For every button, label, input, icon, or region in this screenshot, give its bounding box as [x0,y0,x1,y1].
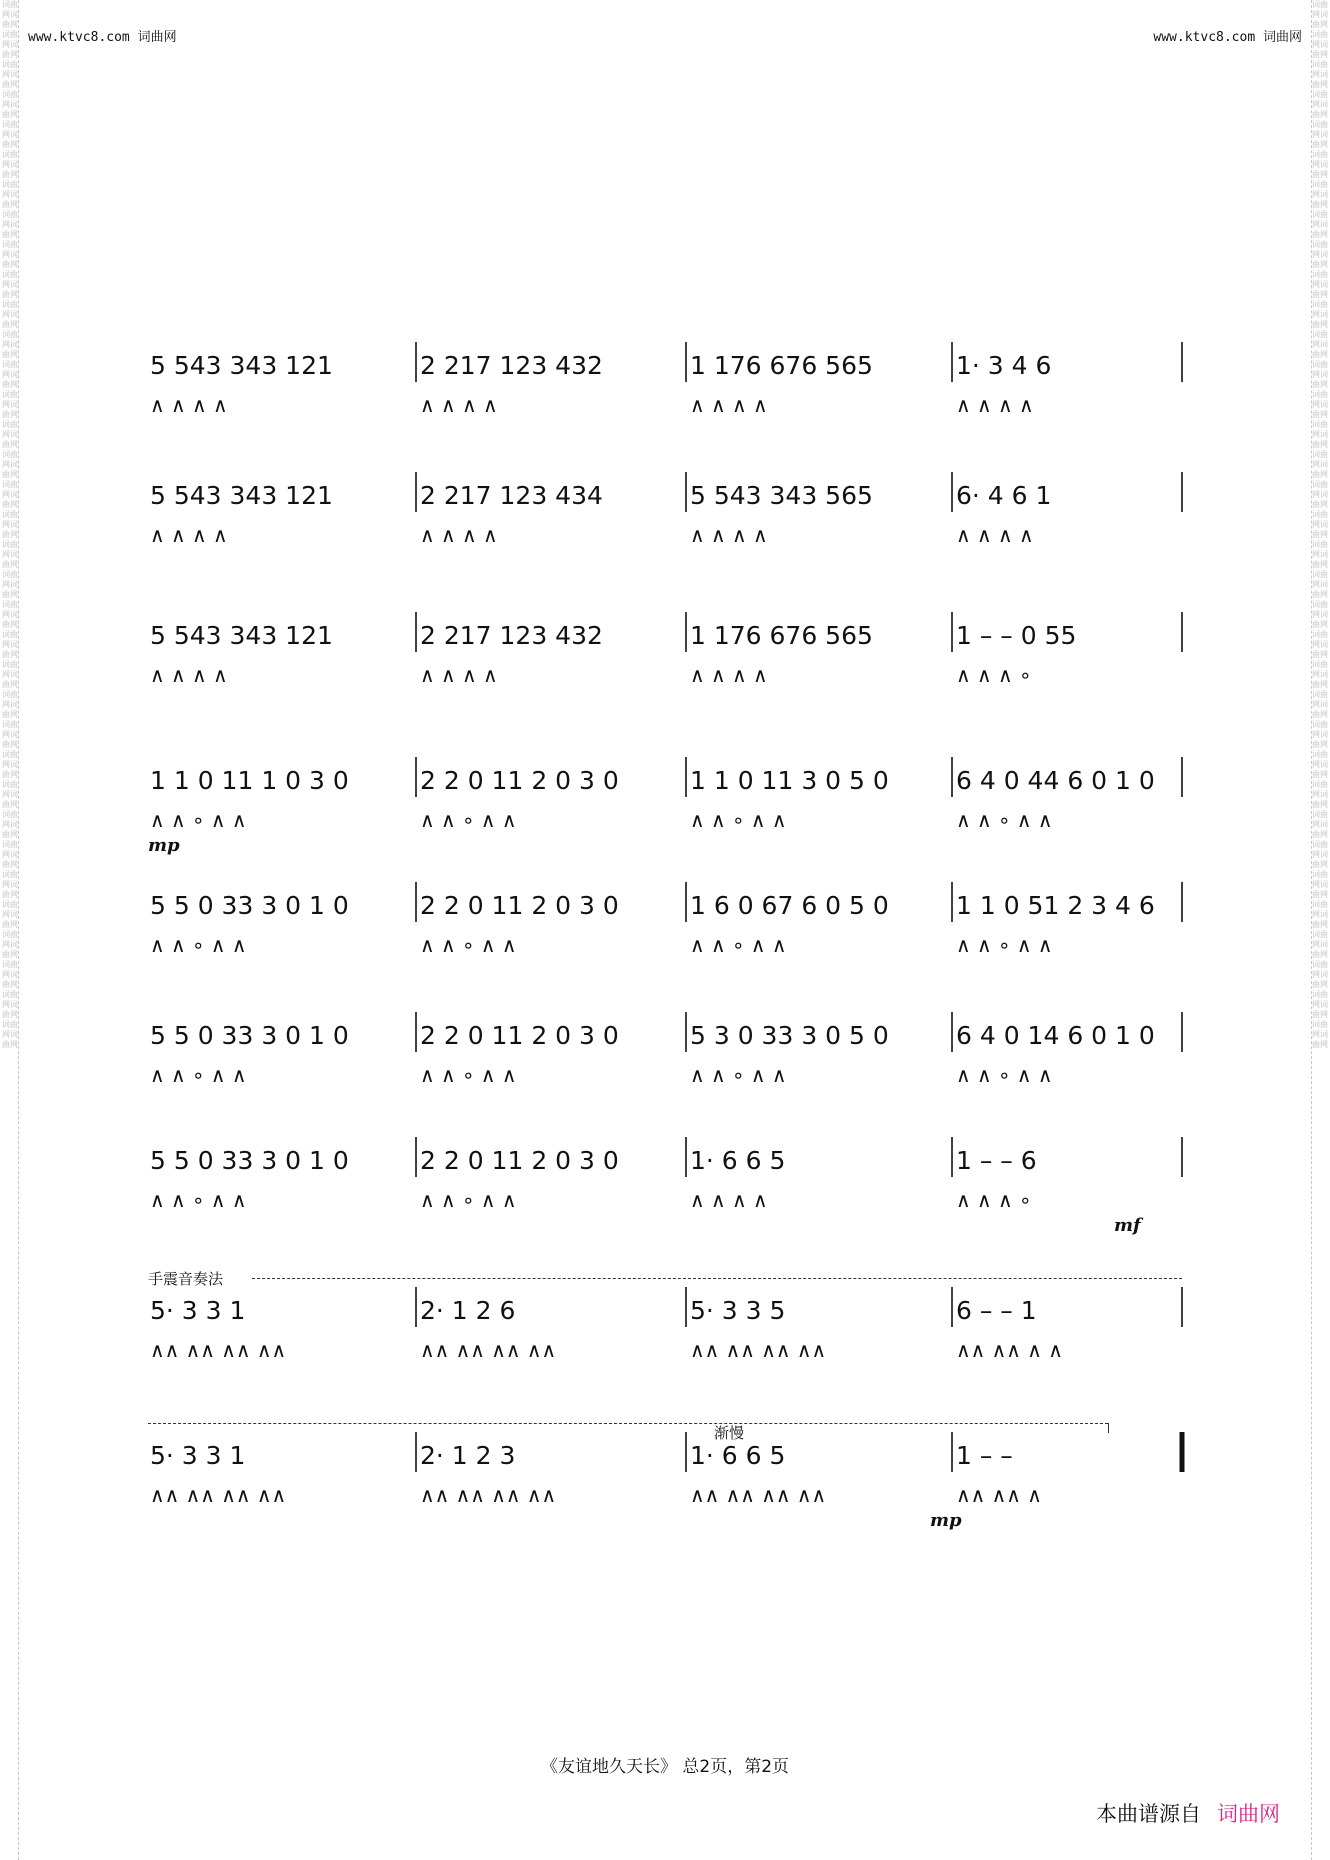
measure-notes: 5 5 0 33 3 0 1 0 [150,1146,349,1175]
measure-notes: 1· 3 4 6 [956,351,1052,380]
stroke-marks: ∧ ∧ ∧ ∧ [150,663,228,687]
tremolo-extension-line [252,1278,1182,1279]
measure-notes: 5 543 343 121 [150,351,333,380]
tremolo-extension-line-continued [148,1423,1108,1424]
measure-notes: 1 – – [956,1441,1013,1470]
measure-notes: 2 217 123 434 [420,481,603,510]
stroke-marks: ∧∧ ∧∧ ∧∧ ∧∧ [420,1338,557,1362]
measure-notes: 2 217 123 432 [420,351,603,380]
stroke-marks: ∧ ∧ ∧ ∧ [420,663,498,687]
score-system [148,1285,1184,1395]
stroke-marks: ∧ ∧ ∧ ∧ [420,523,498,547]
stroke-marks: ∧∧ ∧∧ ∧∧ ∧∧ [420,1483,557,1507]
stroke-marks: ∧ ∧ ∘ ∧ ∧ [420,808,517,832]
stroke-marks: ∧ ∧ ∧ ∧ [690,393,768,417]
measure-notes: 1 176 676 565 [690,621,873,650]
measure-notes: 2· 1 2 3 [420,1441,516,1470]
measure-notes: 2 2 0 11 2 0 3 0 [420,1146,619,1175]
measure-notes: 5· 3 3 1 [150,1441,246,1470]
measure-notes: 6 4 0 14 6 0 1 0 [956,1021,1155,1050]
measure-notes: 6 – – 1 [956,1296,1037,1325]
stroke-marks: ∧ ∧ ∘ ∧ ∧ [150,1188,247,1212]
header-brand-right: 词曲网 [1262,30,1302,45]
stroke-marks: ∧ ∧ ∘ ∧ ∧ [150,808,247,832]
measure-notes: 1 6 0 67 6 0 5 0 [690,891,889,920]
stroke-marks: ∧∧ ∧∧ ∧ [956,1483,1042,1507]
measure-notes: 6· 4 6 1 [956,481,1052,510]
stroke-marks: ∧∧ ∧∧ ∧ ∧ [956,1338,1063,1362]
system-staff [148,610,1184,720]
measure-notes: 5 5 0 33 3 0 1 0 [150,891,349,920]
measure-notes: 5· 3 3 1 [150,1296,246,1325]
stroke-marks: ∧ ∧ ∧ ∧ [690,663,768,687]
source-credit [1096,1798,1280,1828]
stroke-marks: ∧ ∧ ∧ ∧ [956,523,1034,547]
dynamic-mark: mf [1114,1215,1141,1236]
system-staff [148,470,1184,580]
stroke-marks: ∧ ∧ ∧ ∧ [420,393,498,417]
stroke-marks: ∧ ∧ ∧ ∧ [690,1188,768,1212]
stroke-marks: ∧ ∧ ∧ ∧ [150,393,228,417]
measure-notes: 5 3 0 33 3 0 5 0 [690,1021,889,1050]
stroke-marks: ∧ ∧ ∧ ∧ [956,393,1034,417]
header-site-right: www.ktvc8.com [1153,30,1256,45]
stroke-marks: ∧ ∧ ∘ ∧ ∧ [956,933,1053,957]
stroke-marks: ∧ ∧ ∘ ∧ ∧ [150,1063,247,1087]
score-system [148,1430,1184,1540]
measure-notes: 1 1 0 11 3 0 5 0 [690,766,889,795]
system-staff [148,340,1184,450]
stroke-marks: ∧∧ ∧∧ ∧∧ ∧∧ [150,1483,287,1507]
dynamic-mark: mp [148,835,180,856]
score-system [148,755,1184,865]
measure-notes: 1 – – 0 55 [956,621,1077,650]
measure-notes: 1· 6 6 5 [690,1441,786,1470]
stroke-marks: ∧∧ ∧∧ ∧∧ ∧∧ [690,1338,827,1362]
score-system [148,470,1184,580]
stroke-marks: ∧ ∧ ∘ ∧ ∧ [690,808,787,832]
header-brand-left: 词曲网 [137,30,177,45]
measure-notes: 1 1 0 51 2 3 4 6 [956,891,1155,920]
dynamic-mark: mp [930,1510,962,1531]
system-staff [148,1135,1184,1245]
measure-notes: 5 5 0 33 3 0 1 0 [150,1021,349,1050]
stroke-marks: ∧ ∧ ∧ ∧ [690,523,768,547]
system-staff [148,1430,1184,1540]
system-staff [148,1010,1184,1120]
stroke-marks: ∧ ∧ ∧ ∘ [956,1188,1032,1212]
measure-notes: 2 2 0 11 2 0 3 0 [420,891,619,920]
score-system [148,340,1184,450]
stroke-marks: ∧ ∧ ∘ ∧ ∧ [420,1188,517,1212]
page-footer-title: 《友谊地久天长》 总2页，第2页 [540,1757,790,1777]
stroke-marks: ∧ ∧ ∧ ∘ [956,663,1032,687]
left-edge-watermark: 词曲网词曲网词曲网词曲网词曲网词曲网词曲网词曲网词曲网词曲网词曲网词曲网词曲网词曲网词曲网词曲网词曲网词曲网词曲网词曲网词曲网词曲网词曲网词曲网词曲网词曲网词曲网词曲网词曲网词曲网词曲网词曲网词曲网词曲网词曲网词曲网词曲网词曲网词曲网词曲网词曲网词曲网词曲网词曲网词曲网词曲网词曲网词曲网词曲网词曲网词曲网词曲网词曲网词曲网词曲网词曲网词曲网词曲网词曲网词曲网词曲网词曲网词曲网词曲网词曲网词曲网词曲网词曲网词曲网词曲网 [2,0,19,1860]
stroke-marks: ∧ ∧ ∘ ∧ ∧ [150,933,247,957]
score-system [148,880,1184,990]
header-watermark-right [1153,26,1302,45]
header-watermark-left [28,26,177,45]
measure-notes: 6 4 0 44 6 0 1 0 [956,766,1155,795]
measure-notes: 2 2 0 11 2 0 3 0 [420,1021,619,1050]
source-label: 本曲谱源自 [1096,1802,1201,1826]
stroke-marks: ∧ ∧ ∘ ∧ ∧ [956,1063,1053,1087]
stroke-marks: ∧ ∧ ∘ ∧ ∧ [956,808,1053,832]
stroke-marks: ∧ ∧ ∘ ∧ ∧ [420,1063,517,1087]
measure-notes: 5· 3 3 5 [690,1296,786,1325]
stroke-marks: ∧∧ ∧∧ ∧∧ ∧∧ [690,1483,827,1507]
stroke-marks: ∧ ∧ ∘ ∧ ∧ [690,1063,787,1087]
measure-notes: 1· 6 6 5 [690,1146,786,1175]
source-brand: 词曲网 [1217,1802,1280,1826]
tremolo-technique-label: 手震音奏法 [148,1270,224,1288]
right-edge-watermark: 词曲网词曲网词曲网词曲网词曲网词曲网词曲网词曲网词曲网词曲网词曲网词曲网词曲网词曲网词曲网词曲网词曲网词曲网词曲网词曲网词曲网词曲网词曲网词曲网词曲网词曲网词曲网词曲网词曲网词曲网词曲网词曲网词曲网词曲网词曲网词曲网词曲网词曲网词曲网词曲网词曲网词曲网词曲网词曲网词曲网词曲网词曲网词曲网词曲网词曲网词曲网词曲网词曲网词曲网词曲网词曲网词曲网词曲网词曲网词曲网词曲网词曲网词曲网词曲网词曲网词曲网词曲网词曲网词曲网词曲网 [1311,0,1328,1860]
measure-notes: 1 176 676 565 [690,351,873,380]
measure-notes: 5 543 343 121 [150,481,333,510]
score-system [148,610,1184,720]
system-staff [148,1285,1184,1395]
system-staff [148,880,1184,990]
measure-notes: 5 543 343 121 [150,621,333,650]
tremolo-extension-end [1108,1423,1109,1433]
stroke-marks: ∧∧ ∧∧ ∧∧ ∧∧ [150,1338,287,1362]
measure-notes: 1 – – 6 [956,1146,1037,1175]
stroke-marks: ∧ ∧ ∘ ∧ ∧ [420,933,517,957]
measure-notes: 2 217 123 432 [420,621,603,650]
measure-notes: 5 543 343 565 [690,481,873,510]
stroke-marks: ∧ ∧ ∧ ∧ [150,523,228,547]
system-staff [148,755,1184,865]
score-system [148,1135,1184,1245]
score-system [148,1010,1184,1120]
stroke-marks: ∧ ∧ ∘ ∧ ∧ [690,933,787,957]
measure-notes: 2 2 0 11 2 0 3 0 [420,766,619,795]
measure-notes: 1 1 0 11 1 0 3 0 [150,766,349,795]
ritardando-mark: 渐慢 [714,1424,745,1442]
measure-notes: 2· 1 2 6 [420,1296,516,1325]
header-site-left: www.ktvc8.com [28,30,130,45]
